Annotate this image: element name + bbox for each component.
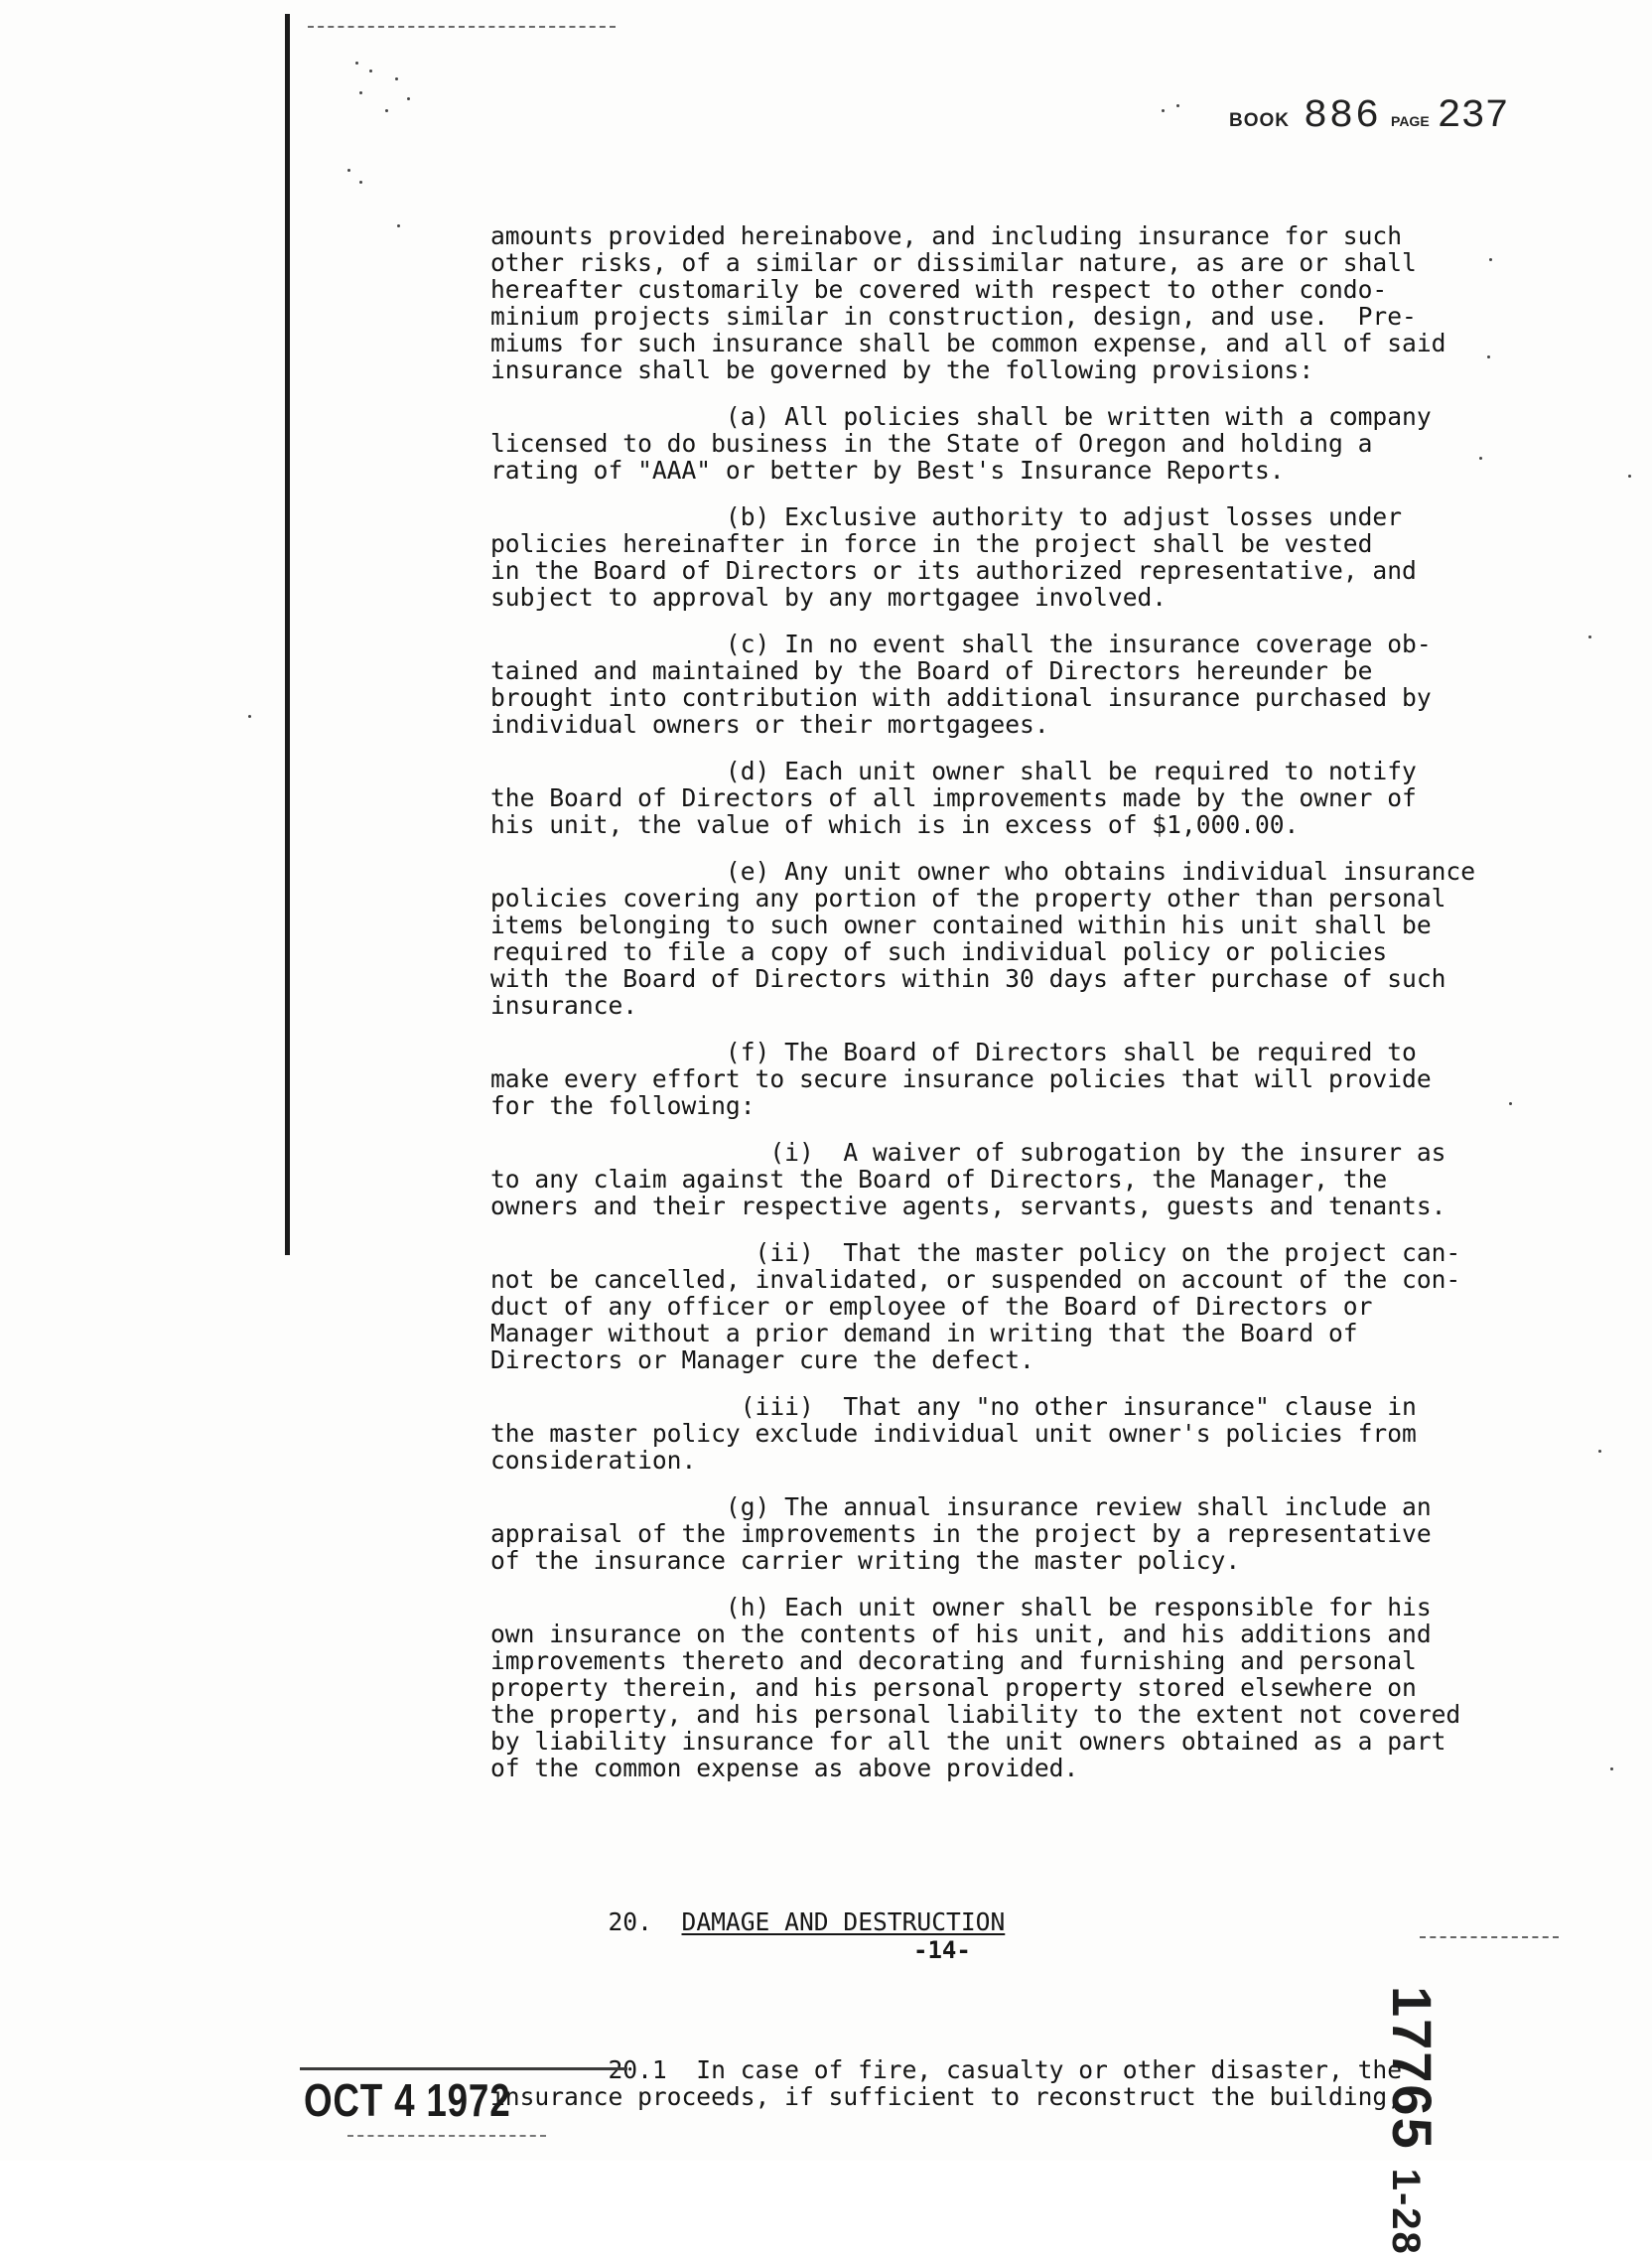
page-marker: -14- [913, 1936, 971, 1964]
scan-speck [1628, 475, 1631, 478]
paragraph [490, 758, 1533, 838]
text-line: insurance shall be governed by the following provisions: [490, 355, 1314, 384]
book-number: 886 [1304, 94, 1382, 139]
scan-top-mark [308, 26, 616, 28]
stamp-rule [300, 2067, 627, 2070]
text-line: individual owners or their mortgagees. [490, 710, 1049, 739]
paragraph [490, 858, 1533, 1019]
text-line: minium projects similar in construction, design, and use. Pre- [490, 302, 1417, 331]
text-line: Manager without a prior demand in writing that the Board of [490, 1319, 1358, 1347]
page-label: PAGE [1391, 113, 1430, 129]
scan-speck [369, 70, 372, 72]
text-line: (iii) That any "no other insurance" clause in [490, 1392, 1417, 1421]
stamp-rule-lower [347, 2135, 546, 2137]
text-line: for the following: [490, 1091, 756, 1120]
date-stamp: OCT 4 1972 [304, 2074, 511, 2126]
section-number: 20. [608, 1907, 652, 1936]
document-body [490, 169, 1533, 2164]
text-line: not be cancelled, invalidated, or suspended on account of the con- [490, 1265, 1461, 1294]
text-line: (ii) That the master policy on the project can- [490, 1238, 1461, 1267]
paragraph-list [490, 222, 1533, 1781]
text-line: to any claim against the Board of Directors, the Manager, the [490, 1165, 1388, 1194]
text-line: his unit, the value of which is in excess of $1,000.00. [490, 810, 1300, 839]
text-line: in the Board of Directors or its authorized representative, and [490, 556, 1417, 585]
section-title: DAMAGE AND DESTRUCTION [681, 1907, 1006, 1936]
text-line: property therein, and his personal property stored elsewhere on [490, 1673, 1417, 1702]
text-line: consideration. [490, 1446, 697, 1475]
text-line: miums for such insurance shall be common expense, and all of said [490, 329, 1446, 357]
text-line: subject to approval by any mortgagee involved. [490, 583, 1168, 612]
text-line: appraisal of the improvements in the project by a representative [490, 1519, 1432, 1548]
text-line: the property, and his personal liability to the extent not covered [490, 1700, 1461, 1729]
page-number: 237 [1437, 94, 1509, 139]
paragraph [490, 1039, 1533, 1119]
text-line: other risks, of a similar or dissimilar nature, as are or shall [490, 248, 1417, 277]
text-line: (a) All policies shall be written with a company [490, 402, 1432, 431]
scan-speck [1598, 1450, 1601, 1453]
text-line: insurance. [490, 991, 638, 1020]
paragraph [490, 1239, 1533, 1373]
text-line: (i) A waiver of subrogation by the insurer as [490, 1138, 1446, 1167]
text-line: policies hereinafter in force in the project shall be vested [490, 529, 1373, 558]
paragraph [490, 1594, 1533, 1781]
scan-speck [1176, 104, 1179, 107]
scan-margin-bar [285, 14, 290, 1255]
text-line: (e) Any unit owner who obtains individual insurance [490, 857, 1476, 886]
scan-speck [395, 77, 398, 80]
text-line: improvements thereto and decorating and furnishing and personal [490, 1646, 1417, 1675]
text-line: (c) In no event shall the insurance coverage ob- [490, 630, 1432, 658]
paragraph [490, 1393, 1533, 1474]
text-line: rating of "AAA" or better by Best's Insurance Reports. [490, 456, 1285, 485]
text-line: owners and their respective agents, servants, guests and tenants. [490, 1192, 1446, 1220]
text-line: by liability insurance for all the unit owners obtained as a part [490, 1727, 1446, 1756]
text-line: tained and maintained by the Board of Directors hereunder be [490, 656, 1373, 685]
scan-speck [359, 91, 362, 94]
text-line: insurance proceeds, if sufficient to reconstruct the building, [490, 2082, 1403, 2111]
recording-number: 17765 [1381, 1986, 1444, 2151]
text-line: of the insurance carrier writing the master policy. [490, 1546, 1241, 1575]
text-line: (f) The Board of Directors shall be required to [490, 1038, 1417, 1066]
text-line: licensed to do business in the State of Oregon and holding a [490, 429, 1373, 458]
subsection-20-1 [490, 2056, 1533, 2110]
text-line: required to file a copy of such individual policy or policies [490, 937, 1388, 966]
text-line: Directors or Manager cure the defect. [490, 1345, 1034, 1374]
text-line: amounts provided hereinabove, and including insurance for such [490, 221, 1403, 250]
section-heading [490, 1908, 1533, 1935]
scan-speck [385, 109, 388, 112]
scan-speck [1162, 109, 1165, 112]
paragraph [490, 1493, 1533, 1574]
text-line: duct of any officer or employee of the Board of Directors or [490, 1292, 1373, 1321]
paragraph [490, 222, 1533, 383]
scan-speck [347, 169, 350, 172]
text-line: items belonging to such owner contained within his unit shall be [490, 911, 1432, 939]
text-line: hereafter customarily be covered with respect to other condo- [490, 275, 1388, 304]
paragraph [490, 403, 1533, 484]
book-label: BOOK [1229, 110, 1290, 131]
scan-speck [397, 224, 400, 227]
text-line: the master policy exclude individual unit owner's policies from [490, 1419, 1417, 1448]
scan-speck [1610, 1767, 1613, 1770]
book-page-reference [1229, 94, 1509, 139]
scan-speck [248, 715, 251, 718]
text-line: brought into contribution with additional insurance purchased by [490, 683, 1432, 712]
text-line: (h) Each unit owner shall be responsible for his [490, 1593, 1432, 1622]
recording-sub: 1-28 [1384, 2168, 1428, 2256]
text-line: of the common expense as above provided. [490, 1754, 1079, 1782]
text-line: with the Board of Directors within 30 days after purchase of such [490, 964, 1446, 993]
recording-stamp-rule [1420, 1936, 1559, 1938]
paragraph [490, 503, 1533, 611]
scan-speck [355, 62, 358, 65]
recording-number-stamp [1380, 1986, 1445, 2256]
text-line: make every effort to secure insurance policies that will provide [490, 1064, 1432, 1093]
text-line: (d) Each unit owner shall be required to notify [490, 757, 1417, 785]
text-line: (g) The annual insurance review shall include an [490, 1492, 1432, 1521]
text-line: 20.1 In case of fire, casualty or other disaster, the [490, 2055, 1403, 2084]
scan-speck [359, 181, 362, 184]
paragraph [490, 631, 1533, 738]
text-line: the Board of Directors of all improvements made by the owner of [490, 783, 1417, 812]
text-line: (b) Exclusive authority to adjust losses under [490, 502, 1403, 531]
text-line: own insurance on the contents of his unit, and his additions and [490, 1620, 1432, 1648]
paragraph [490, 1139, 1533, 1219]
scan-speck [1588, 635, 1591, 638]
scan-speck [407, 97, 410, 100]
text-line: policies covering any portion of the property other than personal [490, 884, 1446, 913]
